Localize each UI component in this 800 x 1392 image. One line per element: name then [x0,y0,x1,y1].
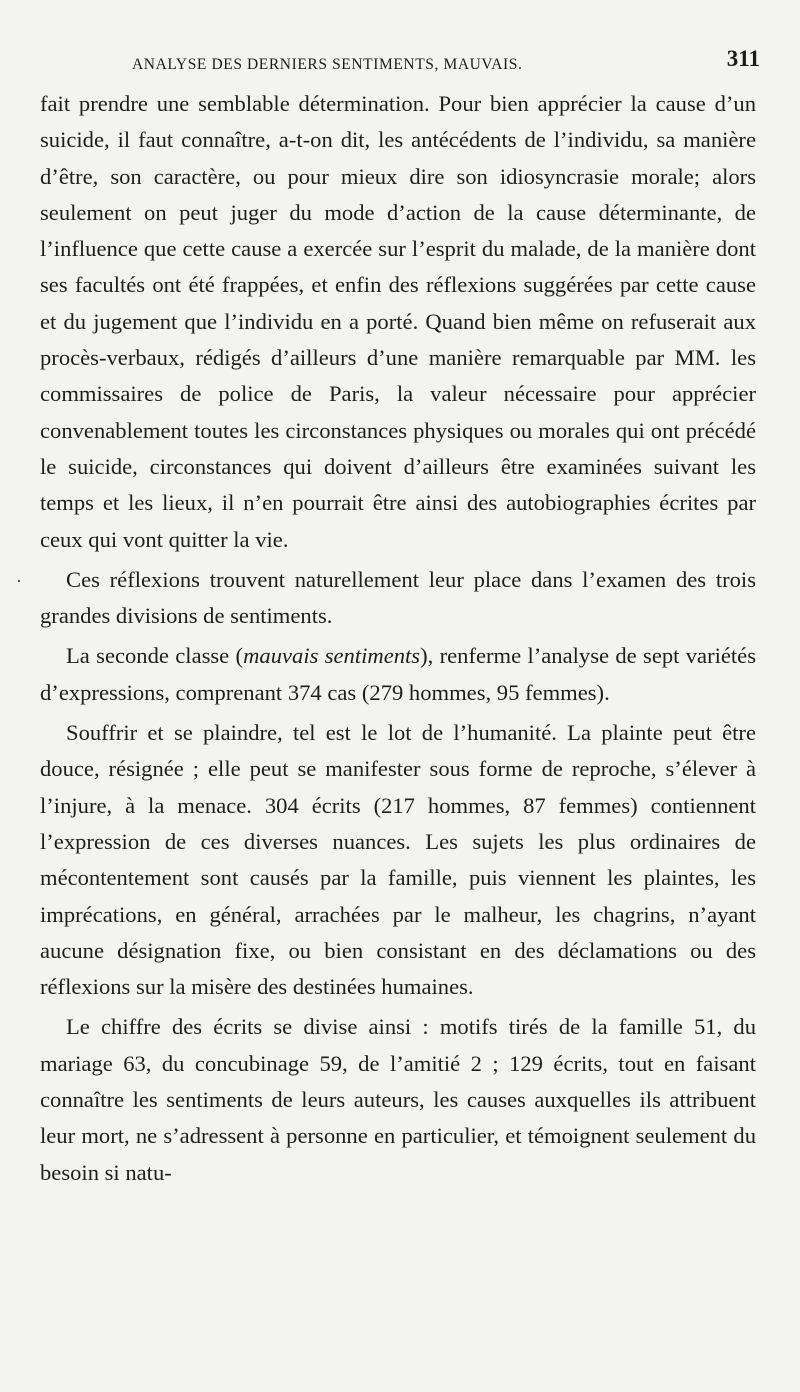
margin-mark: · [16,571,22,591]
paragraph-2: Ces réflexions trouvent naturellement leur place dans l’examen des trois grandes divisions de sentiments. [40,566,756,629]
body-text [40,86,756,1195]
paragraph-3-before: La seconde classe ( [66,643,244,669]
page-header [40,44,760,84]
paragraph-3-after: ), renferme l’analyse de sept variétés d’expressions, comprenant 374 cas (279 hommes, 95 femmes). [40,643,757,705]
paragraph-4: Souffrir et se plaindre, tel est le lot de l’humanité. La plainte peut être douce, résignée ; elle peut se manifester sous forme de reproche, s’élever à l’injure, à la menace. 304 écrits (217 hommes, 87 femmes) contiennent l’expression de ces diverses nuances. Les sujets les plus ordinaires de mécontentement sont causés par la famille, puis viennent les plaintes, les imprécations, en général, arrachées par le malheur, les chagrins, n’ayant aucune désignation fixe, ou bien consistant en des déclamations ou des réflexions sur la misère des destinées humaines. [40,720,756,1000]
paragraph-1: fait prendre une semblable détermination. Pour bien apprécier la cause d’un suicide, il faut connaître, a-t-on dit, les antécédents de l’individu, sa manière d’être, son caractère, ou pour mieux dire son idiosyncrasie morale; alors seulement on peut juger du mode d’action de la cause déterminante, de l’influence que cette cause a exercée sur l’esprit du malade, de la manière dont ses facultés ont été frappées, et enfin des réflexions suggérées par cette cause et du jugement que l’individu en a porté. Quand bien même on refuserait aux procès-verbaux, rédigés d’ailleurs d’une manière remarquable par MM. les commissaires de police de Paris, la valeur nécessaire pour apprécier convenablement toutes les circonstances physiques ou morales qui ont précédé le suicide, circonstances qui doivent d’ailleurs être examinées suivant les temps et les lieux, il n’en pourrait être ainsi des autobiographies écrites par ceux qui vont quitter la vie. [40,91,756,552]
paragraph-5: Le chiffre des écrits se divise ainsi : motifs tirés de la famille 51, du mariage 63, du concubinage 59, de l’amitié 2 ; 129 écrits, tout en faisant connaître les sentiments de leurs auteurs, les causes auxquelles ils attribuent leur mort, ne s’adressent à personne en particulier, et témoignent seulement du besoin si natu- [40,1014,756,1185]
running-head: ANALYSE DES DERNIERS SENTIMENTS, MAUVAIS. [132,56,523,73]
paragraph-3 [40,638,756,711]
page-number: 311 [726,46,760,71]
paragraph-3-italic-term: mauvais sentiments [243,643,421,669]
